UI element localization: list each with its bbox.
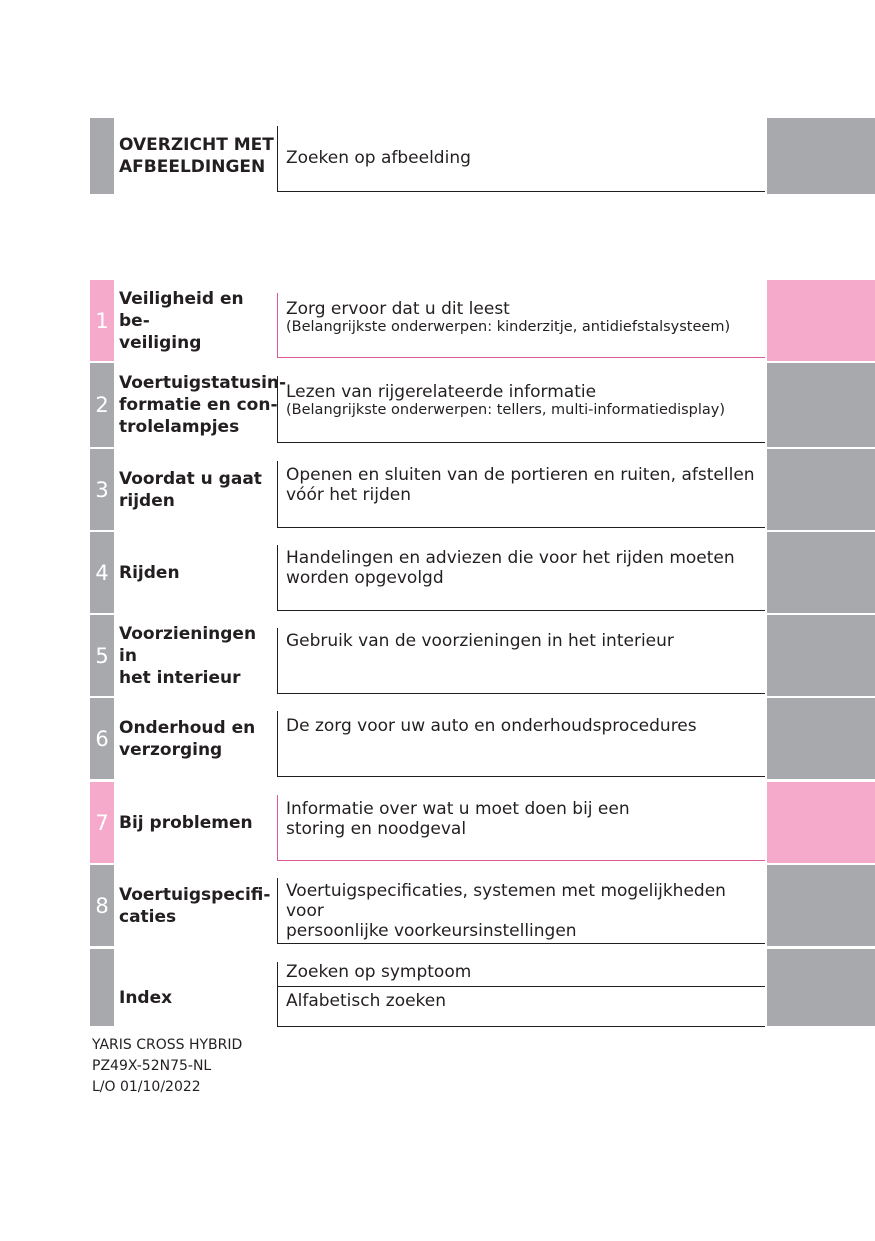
overview-tab — [90, 118, 114, 194]
chapter-description[interactable]: Zorg ervoor dat u dit leest — [286, 299, 510, 319]
overview-edge-tab[interactable] — [767, 118, 875, 194]
chapter-edge-tab[interactable] — [767, 532, 875, 613]
chapter-number: 3 — [90, 449, 114, 530]
index-title: Index — [119, 987, 173, 1008]
chapter-subtext: (Belangrijkste onderwerpen: tellers, multi-informatiedisplay) — [286, 402, 726, 418]
chapter-2[interactable] — [90, 363, 875, 447]
index-item-symptom[interactable]: Zoeken op symptoom — [286, 962, 472, 982]
chapter-title: Voertuigstatusin- formatie en con- trolelampjes — [119, 373, 287, 437]
overview-description[interactable]: Zoeken op afbeelding — [286, 148, 471, 168]
index-divider — [278, 986, 765, 987]
chapter-edge-tab[interactable] — [767, 615, 875, 696]
chapter-description[interactable]: Gebruik van de voorzieningen in het interieur — [286, 631, 674, 651]
chapter-description[interactable]: Openen en sluiten van de portieren en ruiten, afstellen vóór het rijden — [286, 465, 755, 505]
chapter-title: Rijden — [119, 562, 180, 583]
chapter-title: Veiligheid en be- veiliging — [119, 288, 244, 353]
chapter-description[interactable]: Handelingen en adviezen die voor het rijden moeten worden opgevolgd — [286, 548, 735, 588]
chapter-subtext: (Belangrijkste onderwerpen: kinderzitje, antidiefstalsysteem) — [286, 319, 731, 335]
chapter-title: Voertuigspecifi- caties — [119, 884, 271, 927]
chapter-8[interactable] — [90, 865, 875, 946]
chapter-number: 1 — [90, 280, 114, 361]
chapter-edge-tab[interactable] — [767, 865, 875, 946]
overview-description-box — [277, 126, 765, 192]
chapter-title: Onderhoud en verzorging — [119, 717, 256, 760]
chapter-edge-tab[interactable] — [767, 782, 875, 863]
chapter-number: 5 — [90, 615, 114, 696]
index-section[interactable] — [90, 949, 875, 1026]
chapter-number: 6 — [90, 698, 114, 779]
chapter-edge-tab[interactable] — [767, 449, 875, 530]
chapter-number: 7 — [90, 782, 114, 863]
chapter-7[interactable] — [90, 782, 875, 863]
chapter-title: Bij problemen — [119, 812, 253, 833]
chapter-description-box — [277, 711, 765, 777]
chapter-3[interactable] — [90, 449, 875, 530]
chapter-description-box — [277, 461, 765, 528]
chapter-6[interactable] — [90, 698, 875, 779]
chapter-description-box — [277, 545, 765, 611]
chapter-number: 2 — [90, 363, 114, 447]
overview-section[interactable] — [90, 118, 875, 194]
chapter-description-box — [277, 628, 765, 694]
chapter-edge-tab[interactable] — [767, 698, 875, 779]
index-edge-tab[interactable] — [767, 949, 875, 1026]
index-item-alphabetical[interactable]: Alfabetisch zoeken — [286, 991, 447, 1011]
chapter-description-box — [277, 376, 765, 443]
chapter-description-box — [277, 878, 765, 944]
index-box — [277, 962, 765, 1027]
chapter-description[interactable]: De zorg voor uw auto en onderhoudsprocedures — [286, 716, 697, 736]
chapter-4[interactable] — [90, 532, 875, 613]
chapter-1[interactable] — [90, 280, 875, 361]
chapter-description-box — [277, 795, 765, 861]
chapter-description[interactable]: Voertuigspecificaties, systemen met mogelijkheden voor persoonlijke voorkeursinstellingen — [286, 881, 726, 941]
chapter-description-box — [277, 293, 765, 358]
chapter-title: Voorzieningen in het interieur — [119, 623, 257, 688]
footer — [92, 1035, 242, 1098]
footer-date: L/O 01/10/2022 — [92, 1079, 201, 1095]
index-tab — [90, 949, 114, 1026]
footer-code: PZ49X-52N75-NL — [92, 1058, 212, 1074]
chapter-5[interactable] — [90, 615, 875, 696]
chapter-number: 8 — [90, 865, 114, 946]
overview-title: OVERZICHT MET AFBEELDINGEN — [119, 135, 274, 177]
chapter-description[interactable]: Lezen van rijgerelateerde informatie — [286, 382, 597, 402]
chapter-description[interactable]: Informatie over wat u moet doen bij een storing en noodgeval — [286, 799, 630, 839]
chapter-title: Voordat u gaat rijden — [119, 468, 262, 511]
chapter-edge-tab[interactable] — [767, 280, 875, 361]
chapter-number: 4 — [90, 532, 114, 613]
footer-model: YARIS CROSS HYBRID — [92, 1037, 243, 1053]
chapter-edge-tab[interactable] — [767, 363, 875, 447]
